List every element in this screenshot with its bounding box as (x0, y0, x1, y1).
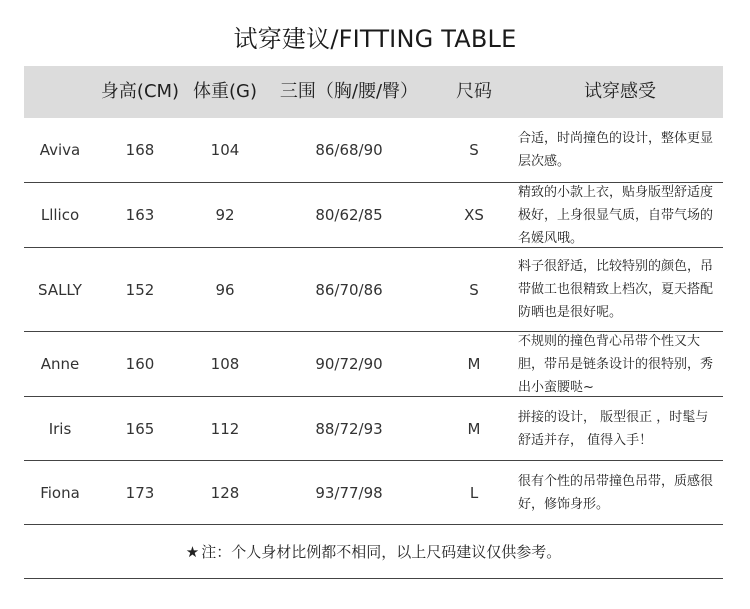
cell-measurements: 90/72/90 (315, 355, 383, 373)
cell-weight: 128 (210, 483, 240, 502)
feedback-text: 很有个性的吊带撞色吊带，质感很好，修饰身形。 (518, 473, 714, 512)
cell-measurements: 86/70/86 (315, 280, 383, 299)
header-measurements: 三围（胸/腰/臀） (279, 81, 419, 102)
cell-measurements: 88/72/93 (315, 419, 383, 438)
header-size: 尺码 (456, 81, 492, 102)
table-row (24, 118, 723, 183)
table-row (24, 332, 723, 397)
cell-name: Anne (40, 355, 80, 373)
feedback-text: 料子很舒适，比较特别的颜色，吊带做工也很精致上档次，夏天搭配防晒也是很好呢。 (518, 259, 714, 320)
cell-height: 165 (125, 419, 155, 438)
page-title: 试穿建议/FITTING TABLE (233, 25, 517, 53)
cell-feedback (518, 397, 718, 460)
cell-name: Aviva (39, 141, 81, 159)
footer-text: 注：个人身材比例都不相同，以上尺码建议仅供参考。 (201, 543, 562, 561)
cell-feedback (518, 248, 718, 331)
table-header (24, 66, 723, 118)
header-height: 身高(CM) (100, 81, 180, 102)
cell-weight: 104 (210, 141, 240, 159)
cell-name: Lllico (40, 206, 80, 224)
table-row (24, 183, 723, 248)
cell-size: L (469, 483, 479, 502)
cell-feedback (518, 461, 718, 524)
table-row (24, 248, 723, 332)
cell-weight: 92 (215, 206, 235, 224)
cell-size: M (467, 355, 481, 373)
header-feedback: 试穿感受 (584, 81, 656, 102)
cell-weight: 96 (215, 280, 235, 299)
feedback-text: 合适，时尚撞色的设计，整体更显层次感。 (518, 131, 714, 169)
cell-height: 173 (125, 483, 155, 502)
feedback-text: 精致的小款上衣，贴身版型舒适度极好，上身很显气质，自带气场的名媛风哦。 (518, 184, 714, 246)
cell-size: S (469, 141, 479, 159)
cell-height: 152 (125, 280, 155, 299)
header-weight: 体重(G) (193, 81, 257, 102)
table-row (24, 461, 723, 525)
feedback-text: 拼接的设计， 版型很正 ，时髦与舒适并存， 值得入手！ (518, 409, 709, 448)
cell-height: 168 (125, 141, 155, 159)
cell-height: 163 (125, 206, 155, 224)
cell-weight: 108 (210, 355, 240, 373)
footer-note (24, 525, 723, 579)
fitting-table (24, 66, 723, 579)
cell-size: XS (464, 206, 484, 224)
cell-name: Iris (48, 419, 72, 438)
cell-measurements: 80/62/85 (315, 206, 383, 224)
cell-name: Fiona (40, 483, 80, 502)
cell-feedback (518, 332, 718, 396)
table-row (24, 397, 723, 461)
cell-feedback (518, 118, 718, 182)
cell-size: S (469, 280, 479, 299)
cell-height: 160 (125, 355, 155, 373)
cell-size: M (467, 419, 481, 438)
cell-name: SALLY (38, 280, 82, 299)
cell-feedback (518, 183, 718, 247)
star-icon: ★ (185, 542, 200, 561)
cell-measurements: 86/68/90 (315, 141, 383, 159)
feedback-text: 不规则的撞色背心吊带个性又大胆，带吊是链条设计的很特别，秀出小蛮腰哒~ (518, 333, 714, 395)
cell-weight: 112 (210, 419, 240, 438)
cell-measurements: 93/77/98 (315, 483, 383, 502)
